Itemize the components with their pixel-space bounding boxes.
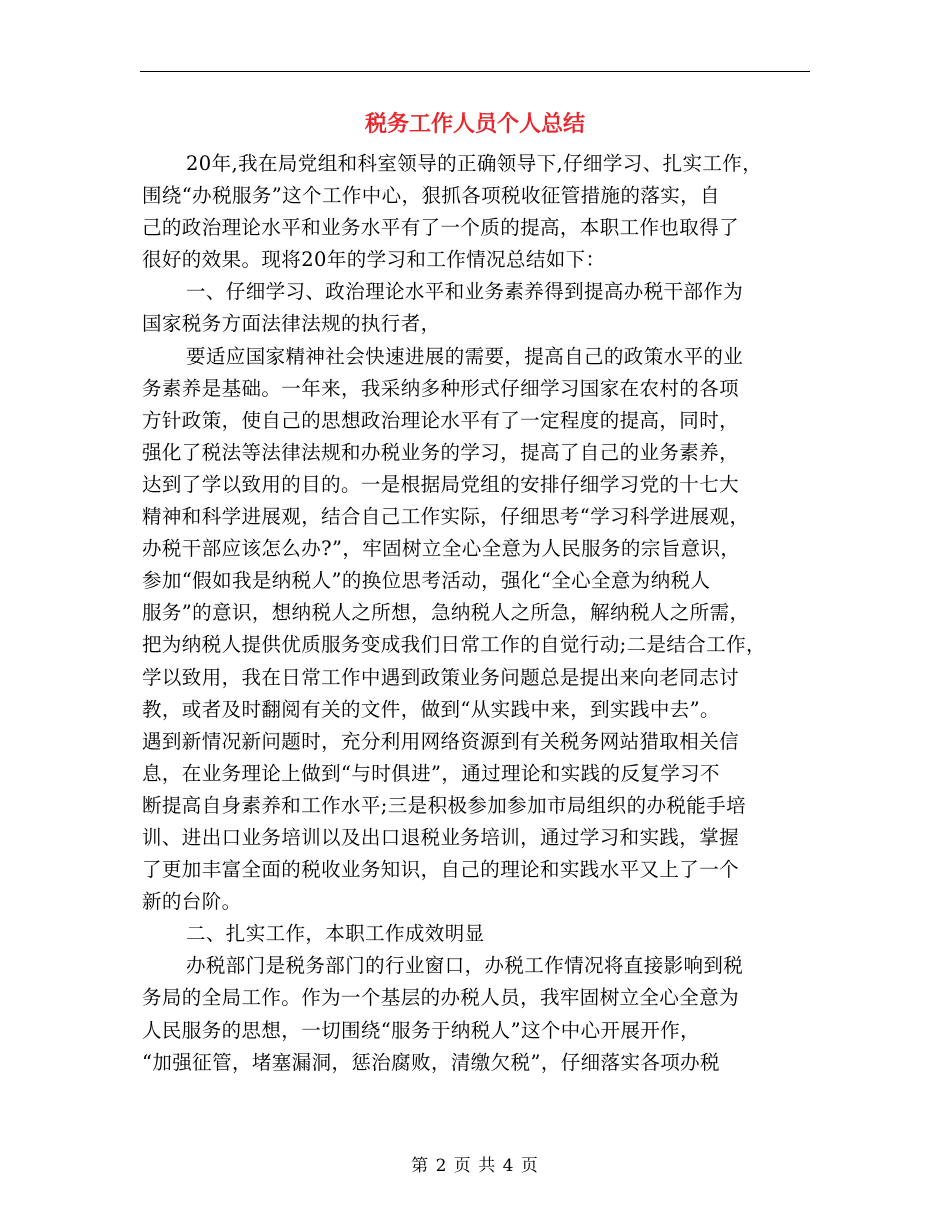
paragraph-line: 精神和科学进展观，结合自己工作实际，仔细思考“学习科学进展观，: [142, 505, 750, 529]
paragraph-line: 强化了税法等法律法规和办税业务的学习，提高了自己的业务素养，: [142, 440, 740, 464]
paragraph-line: 己的政治理论水平和业务水平有了一个质的提高，本职工作也取得了: [142, 216, 740, 240]
paragraph-line: 遇到新情况新问题时，充分利用网络资源到有关税务网站猎取相关信: [142, 729, 740, 753]
paragraph-line: 办税部门是税务部门的行业窗口，办税工作情况将直接影响到税: [186, 954, 744, 978]
paragraph-line: 断提高自身素养和工作水平;三是积极参加参加市局组织的办税能手培: [142, 793, 746, 817]
paragraph-line: 务局的全局工作。作为一个基层的办税人员，我牢固树立全心全意为: [142, 986, 740, 1010]
paragraph-line: 20年,我在局党组和科室领导的正确领导下,仔细学习、扎实工作，: [186, 152, 763, 175]
paragraph-line: 要适应国家精神社会快速进展的需要，提高自己的政策水平的业: [186, 344, 744, 368]
paragraph-line: 服务”的意识，想纳税人之所想，急纳税人之所急，解纳税人之所需，: [142, 601, 750, 625]
page-number-footer: 第 2 页 共 4 页: [411, 1156, 539, 1176]
section-heading-line: 二、扎实工作，本职工作成效明显: [186, 922, 485, 946]
paragraph-line: 了更加丰富全面的税收业务知识，自己的理论和实践水平又上了一个: [142, 858, 740, 882]
paragraph-line: 务素养是基础。一年来，我采纳多种形式仔细学习国家在农村的各项: [142, 376, 740, 400]
paragraph-line: “加强征管，堵塞漏洞，惩治腐败，清缴欠税”，仔细落实各项办税: [142, 1050, 720, 1074]
paragraph-line: 达到了学以致用的目的。一是根据局党组的安排仔细学习党的十七大: [142, 472, 740, 496]
section-heading-line: 一、仔细学习、政治理论水平和业务素养得到提高办税干部作为: [186, 280, 744, 304]
paragraph-line: 把为纳税人提供优质服务变成我们日常工作的自觉行动;二是结合工作，: [142, 633, 766, 657]
paragraph-line: 国家税务方面法律法规的执行者，: [142, 312, 441, 336]
paragraph-line: 教，或者及时翻阅有关的文件，做到“从实践中来，到实践中去”。: [142, 697, 720, 721]
paragraph-line: 学以致用，我在日常工作中遇到政策业务问题总是提出来向老同志讨: [142, 665, 740, 689]
paragraph-line: 参加“假如我是纳税人”的换位思考活动，强化“全心全意为纳税人: [142, 569, 711, 593]
paragraph-line: 办税干部应该怎么办?”，牢固树立全心全意为人民服务的宗旨意识，: [142, 537, 741, 561]
paragraph-line: 新的台阶。: [142, 890, 242, 914]
document-title: 税务工作人员个人总结: [364, 111, 585, 137]
paragraph-line: 息，在业务理论上做到“与时俱进”，通过理论和实践的反复学习不: [142, 761, 720, 785]
paragraph-line: 训、进出口业务培训以及出口退税业务培训，通过学习和实践，掌握: [142, 825, 740, 849]
header-rule: [140, 71, 810, 72]
paragraph-line: 很好的效果。现将20年的学习和工作情况总结如下：: [142, 248, 606, 272]
paragraph-line: 人民服务的思想，一切围绕“服务于纳税人”这个中心开展开作，: [142, 1018, 701, 1042]
paragraph-line: 围绕“办税服务”这个工作中心，狠抓各项税收征管措施的落实，自: [142, 184, 720, 208]
paragraph-line: 方针政策，使自己的思想政治理论水平有了一定程度的提高，同时，: [142, 408, 740, 432]
document-body: [142, 148, 810, 1079]
